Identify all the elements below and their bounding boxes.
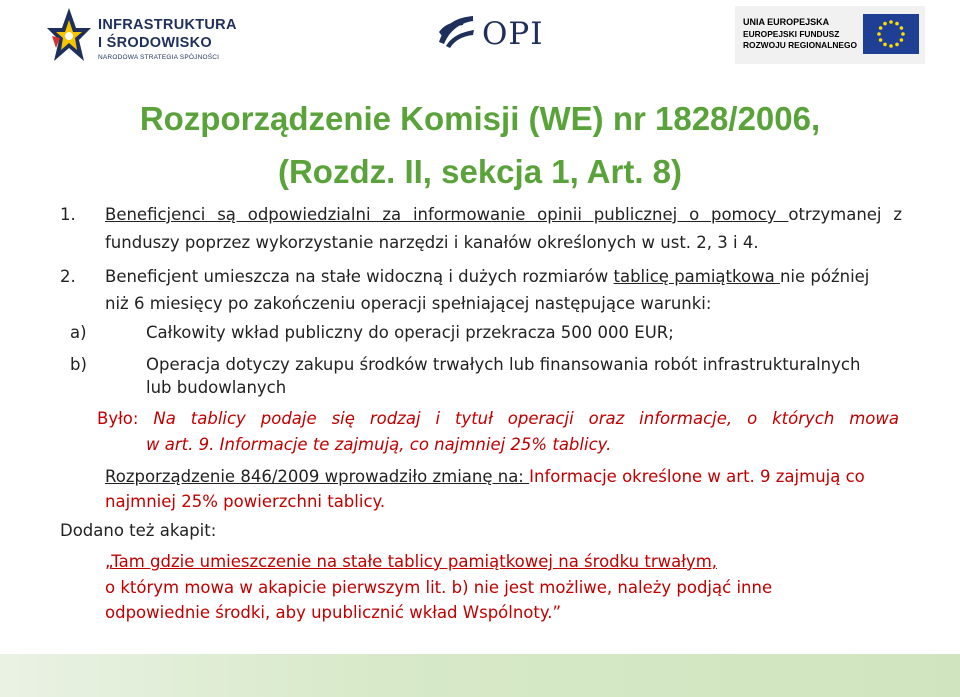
condition-b-line-2: lub budowlanych: [146, 378, 287, 397]
bottom-decorative-strip: [0, 654, 960, 697]
quote-line-3: [105, 603, 561, 622]
dodano-text: Dodano też akapit:: [60, 521, 217, 540]
item-2-number: 2.: [60, 267, 76, 286]
logo-left-line3: NARODOWA STRATEGIA SPÓJNOŚCI: [98, 54, 220, 61]
opi-logo-text: OPI: [482, 16, 544, 52]
condition-a-label: a): [70, 323, 87, 342]
rozporzadzenie-red-1: Informacje określone w art. 9 zajmują co: [529, 467, 865, 486]
logo-left-line1: INFRASTRUKTURA: [98, 17, 237, 33]
quote-open-mark: „: [105, 552, 112, 571]
quote-underlined: Tam gdzie umieszczenie na stałe tablicy pamiątkowej na środku trwałym,: [111, 552, 718, 571]
eu-flag-icon: [863, 14, 919, 54]
eu-logo-line2: EUROPEJSKI FUNDUSZ: [743, 29, 840, 39]
eu-logo-line1: UNIA EUROPEJSKA: [743, 17, 830, 27]
quote-line-2: o którym mowa w akapicie pierwszym lit. b) nie jest możliwe, należy podjąć inne: [105, 578, 773, 597]
slide-title: [0, 92, 960, 198]
item-1-underlined: Beneficjenci są odpowiedzialni za informowanie opinii publicznej o pomocy: [105, 205, 789, 224]
item-2-line-1: [105, 267, 869, 286]
item-1-line-1: [105, 205, 902, 224]
item-1-number: 1.: [60, 205, 76, 224]
bylo-text-1: Na tablicy podaje się rodzaj i tytuł operacji oraz informacje, o których mowa: [153, 409, 899, 428]
rozporzadzenie-line-1: [105, 467, 865, 486]
quote-line-1: [105, 552, 717, 571]
bylo-line-2: w art. 9. Informacje te zajmują, co najmniej 25% tablicy.: [146, 435, 612, 454]
eu-logo: [735, 6, 925, 64]
slide-title-line1: Rozporządzenie Komisji (WE) nr 1828/2006,: [139, 100, 821, 137]
quote-close-mark: ”: [552, 603, 562, 622]
item-1-line-2: funduszy poprzez wykorzystanie narzędzi i kanałów określonych w ust. 2, 3 i 4.: [105, 233, 759, 252]
item-2-line-2: niż 6 miesięcy po zakończeniu operacji spełniającej następujące warunki:: [105, 294, 712, 313]
item-2-text-after: nie później: [779, 267, 870, 286]
bylo-label: Było:: [97, 409, 139, 428]
item-2-underlined: tablicę pamiątkowa: [613, 267, 780, 286]
condition-a-text: Całkowity wkład publiczny do operacji przekracza 500 000 EUR;: [146, 323, 674, 342]
condition-b-label: b): [70, 355, 87, 374]
opi-emblem-icon: [436, 12, 476, 50]
infrastruktura-logo: [46, 6, 246, 66]
rozporzadzenie-line-2: najmniej 25% powierzchni tablicy.: [105, 492, 386, 511]
rozporzadzenie-underlined: Rozporządzenie 846/2009 wprowadziło zmianę na:: [105, 467, 530, 486]
eu-funds-star-icon: [46, 6, 92, 64]
eu-logo-line3: ROZWOJU REGIONALNEGO: [743, 40, 857, 50]
opi-logo: [436, 12, 556, 54]
condition-b-line-1: Operacja dotyczy zakupu środków trwałych lub finansowania robót infrastrukturalnych: [146, 355, 861, 374]
slide-title-line2: (Rozdz. II, sekcja 1, Art. 8): [277, 153, 683, 190]
item-2-text-before: Beneficjent umieszcza na stałe widoczną i dużych rozmiarów: [105, 267, 614, 286]
item-1-rest: otrzymanej z: [788, 205, 902, 224]
bylo-line-1: [97, 409, 899, 428]
logo-left-line2: I ŚRODOWISKO: [98, 35, 212, 51]
quote-line-3-text: odpowiednie środki, aby upublicznić wkład Wspólnoty.: [105, 603, 553, 622]
logo-strip: [0, 0, 960, 70]
